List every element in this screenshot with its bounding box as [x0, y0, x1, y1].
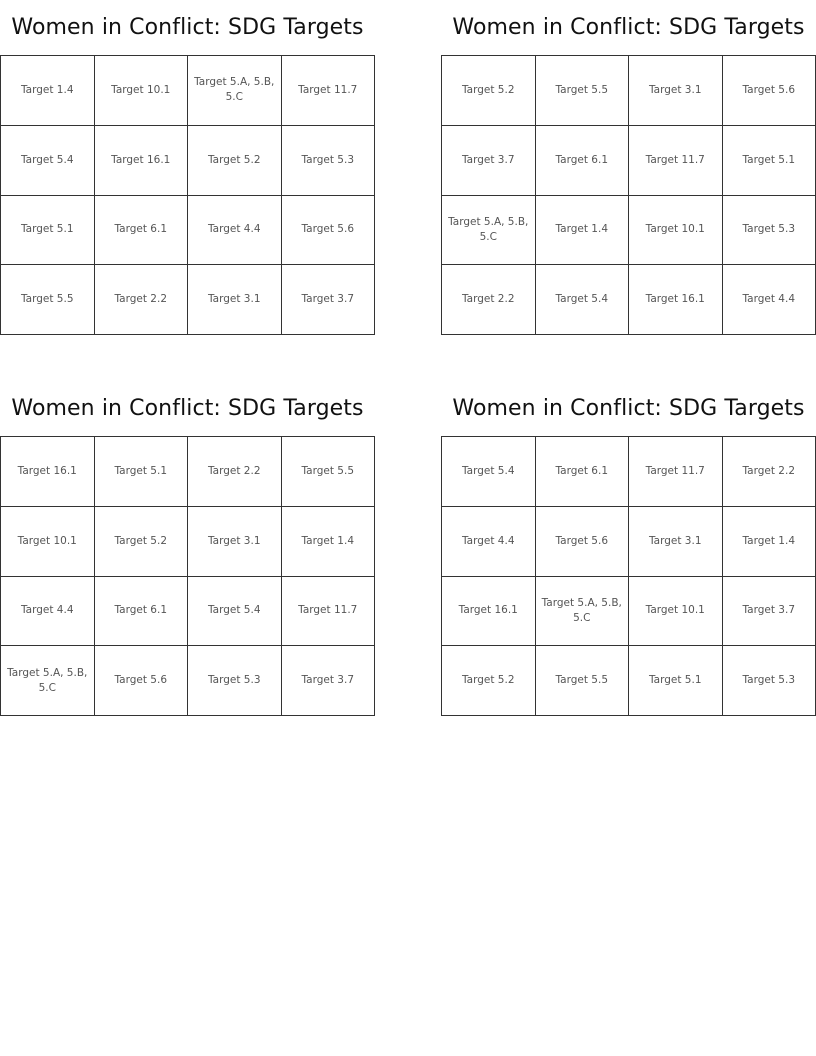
- grid-cell: Target 10.1: [1, 507, 95, 577]
- grid-cell: Target 11.7: [629, 437, 723, 507]
- grid-cell: Target 10.1: [95, 56, 189, 126]
- grid-cell: Target 3.7: [282, 265, 376, 335]
- grid-cell: Target 4.4: [442, 507, 536, 577]
- grid-cell: Target 5.4: [536, 265, 630, 335]
- grid-cell: Target 5.6: [95, 646, 189, 716]
- grid-cell: Target 5.1: [629, 646, 723, 716]
- grid-cell: Target 1.4: [536, 196, 630, 266]
- grid-cell: Target 11.7: [282, 56, 376, 126]
- grid-cell: Target 4.4: [188, 196, 282, 266]
- target-grid: [441, 436, 816, 716]
- grid-cell: Target 5.A, 5.B, 5.C: [536, 577, 630, 647]
- grid-cell: Target 5.3: [188, 646, 282, 716]
- grid-cell: Target 16.1: [95, 126, 189, 196]
- target-grid: [0, 436, 375, 716]
- grid-cell: Target 16.1: [1, 437, 95, 507]
- grid-cell: Target 1.4: [1, 56, 95, 126]
- card-title: Women in Conflict: SDG Targets: [11, 396, 364, 421]
- grid-cell: Target 1.4: [282, 507, 376, 577]
- grid-cell: Target 3.1: [629, 507, 723, 577]
- grid-cell: Target 6.1: [95, 196, 189, 266]
- grid-cell: Target 5.A, 5.B, 5.C: [1, 646, 95, 716]
- grid-cell: Target 5.1: [95, 437, 189, 507]
- grid-cell: Target 5.5: [282, 437, 376, 507]
- grid-cell: Target 11.7: [282, 577, 376, 647]
- grid-cell: Target 5.2: [442, 646, 536, 716]
- grid-cell: Target 5.3: [282, 126, 376, 196]
- grid-cell: Target 2.2: [723, 437, 816, 507]
- grid-cell: Target 11.7: [629, 126, 723, 196]
- grid-cell: Target 4.4: [723, 265, 816, 335]
- card-title: Women in Conflict: SDG Targets: [11, 15, 364, 40]
- grid-cell: Target 5.6: [282, 196, 376, 266]
- grid-cell: Target 16.1: [629, 265, 723, 335]
- grid-cell: Target 2.2: [95, 265, 189, 335]
- grid-cell: Target 5.2: [442, 56, 536, 126]
- grid-cell: Target 2.2: [442, 265, 536, 335]
- grid-cell: Target 5.6: [536, 507, 630, 577]
- grid-cell: Target 5.2: [188, 126, 282, 196]
- grid-cell: Target 3.7: [442, 126, 536, 196]
- grid-cell: Target 4.4: [1, 577, 95, 647]
- grid-cell: Target 5.1: [1, 196, 95, 266]
- grid-cell: Target 5.3: [723, 646, 816, 716]
- grid-cell: Target 6.1: [536, 437, 630, 507]
- grid-cell: Target 5.5: [1, 265, 95, 335]
- target-grid: [0, 55, 375, 335]
- grid-cell: Target 3.1: [629, 56, 723, 126]
- grid-cell: Target 10.1: [629, 577, 723, 647]
- grid-cell: Target 5.6: [723, 56, 816, 126]
- target-grid: [441, 55, 816, 335]
- card-title: Women in Conflict: SDG Targets: [452, 396, 805, 421]
- grid-cell: Target 5.3: [723, 196, 816, 266]
- grid-cell: Target 5.4: [1, 126, 95, 196]
- grid-cell: Target 3.1: [188, 507, 282, 577]
- grid-cell: Target 6.1: [95, 577, 189, 647]
- grid-cell: Target 3.7: [723, 577, 816, 647]
- grid-cell: Target 5.4: [188, 577, 282, 647]
- card-title: Women in Conflict: SDG Targets: [452, 15, 805, 40]
- grid-cell: Target 3.1: [188, 265, 282, 335]
- grid-cell: Target 5.5: [536, 56, 630, 126]
- grid-cell: Target 6.1: [536, 126, 630, 196]
- grid-cell: Target 1.4: [723, 507, 816, 577]
- grid-cell: Target 5.5: [536, 646, 630, 716]
- grid-cell: Target 5.1: [723, 126, 816, 196]
- grid-cell: Target 3.7: [282, 646, 376, 716]
- grid-cell: Target 5.A, 5.B, 5.C: [188, 56, 282, 126]
- grid-cell: Target 5.2: [95, 507, 189, 577]
- grid-cell: Target 16.1: [442, 577, 536, 647]
- grid-cell: Target 5.4: [442, 437, 536, 507]
- grid-cell: Target 2.2: [188, 437, 282, 507]
- grid-cell: Target 5.A, 5.B, 5.C: [442, 196, 536, 266]
- grid-cell: Target 10.1: [629, 196, 723, 266]
